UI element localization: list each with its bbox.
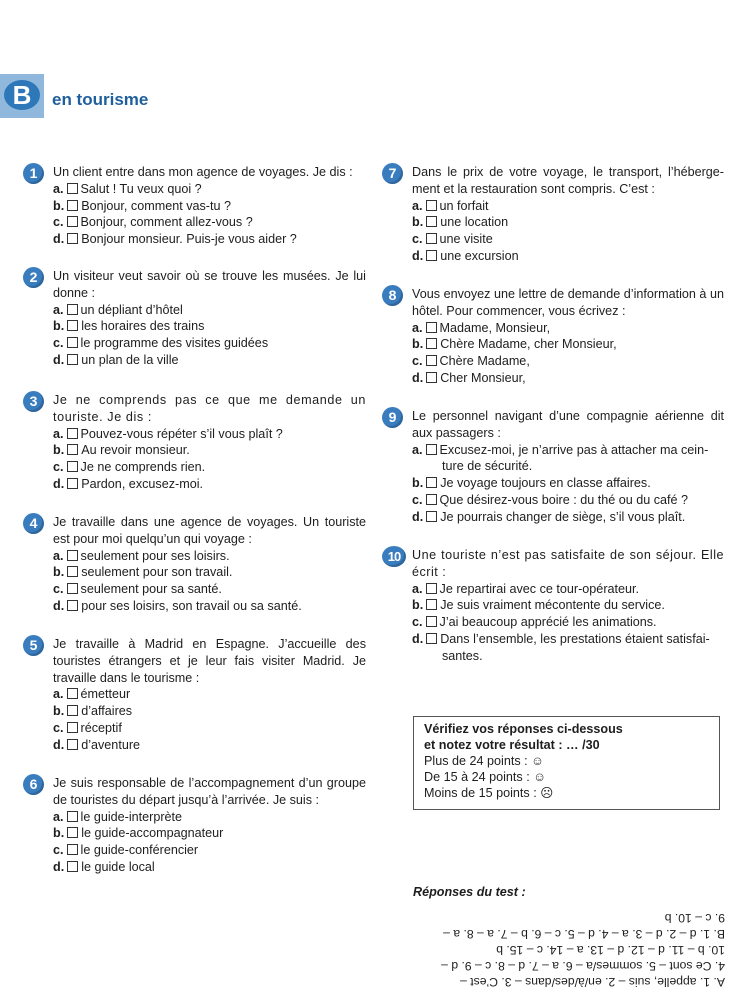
answers-line: A. 1. appelle, suis – 2. en/à/des/dans – 3. C’est – [460, 975, 725, 989]
option-b[interactable]: b. Chère Madame, cher Monsieur, [412, 337, 617, 352]
answers-title: Réponses du test : [413, 885, 526, 899]
question-number-badge: 6 [23, 774, 44, 795]
option-c[interactable]: c. une visite [412, 232, 493, 247]
question-5 [29, 636, 366, 754]
question-8 [388, 286, 724, 387]
question-text: Dans le prix de votre voyage, le transport, l’héberge-ment et la restauration sont compris. C’est : [412, 165, 724, 196]
option-b[interactable]: b. une location [412, 215, 509, 230]
checkbox[interactable] [67, 600, 78, 611]
checkbox[interactable] [426, 477, 437, 488]
section-letter: B [12, 80, 32, 110]
option-d[interactable]: d. Cher Monsieur, [412, 370, 526, 385]
checkbox[interactable] [426, 494, 437, 505]
option-c[interactable]: c. Je ne comprends rien. [53, 460, 206, 475]
question-number-badge: 10 [382, 546, 406, 567]
question-text: Un visiteur veut savoir où se trouve les musées. Je lui donne : [53, 269, 366, 300]
checkbox[interactable] [67, 183, 78, 194]
score-title-line2: et notez votre résultat : … /30 [424, 738, 600, 752]
option-a[interactable]: a. Excusez-moi, je n’arrive pas à attacher ma cein-ture de sécurité. [412, 442, 709, 474]
score-line-low: Moins de 15 points : ☹ [424, 786, 554, 800]
option-c[interactable]: c. réceptif [53, 720, 122, 735]
option-a[interactable]: a. un forfait [412, 198, 489, 213]
question-text: Vous envoyez une lettre de demande d’information à un hôtel. Pour commencer, vous écrivez : [412, 287, 724, 318]
option-c[interactable]: c. Bonjour, comment allez-vous ? [53, 215, 253, 230]
checkbox[interactable] [67, 739, 78, 750]
answers-upside-down [413, 910, 725, 990]
option-d[interactable]: d. Je pourrais changer de siège, s’il vous plaît. [412, 509, 686, 524]
checkbox[interactable] [67, 233, 78, 244]
question-text: Je travaille à Madrid en Espagne. J’accueille des touristes étrangers et je leur fais visiter Madrid. Je travaille dans le tourisme : [53, 637, 366, 685]
question-6 [29, 775, 366, 876]
checkbox[interactable] [67, 566, 78, 577]
checkbox[interactable] [426, 216, 437, 227]
checkbox[interactable] [426, 633, 437, 644]
question-number-badge: 9 [382, 407, 403, 428]
option-b[interactable]: b. les horaires des trains [53, 319, 205, 334]
option-c[interactable]: c. seulement pour sa santé. [53, 582, 222, 597]
checkbox[interactable] [67, 428, 78, 439]
question-2 [29, 268, 366, 369]
question-text: Un client entre dans mon agence de voyages. Je dis : [53, 165, 353, 179]
checkbox[interactable] [67, 811, 78, 822]
question-number-badge: 8 [382, 285, 403, 306]
option-a[interactable]: a. seulement pour ses loisirs. [53, 548, 230, 563]
question-number-badge: 4 [23, 513, 44, 534]
option-b[interactable]: b. Au revoir monsieur. [53, 443, 190, 458]
checkbox[interactable] [426, 233, 437, 244]
option-a[interactable]: a. Pouvez-vous répéter s’il vous plaît ? [53, 426, 283, 441]
option-a[interactable]: a. Madame, Monsieur, [412, 320, 551, 335]
answers-line: 10. b – 11. d – 12. d – 13. a – 14. c – 15. b [496, 943, 725, 957]
checkbox[interactable] [426, 200, 437, 211]
option-a[interactable]: a. Salut ! Tu veux quoi ? [53, 181, 202, 196]
checkbox[interactable] [67, 216, 78, 227]
checkbox[interactable] [67, 844, 78, 855]
checkbox[interactable] [67, 705, 78, 716]
score-box [413, 716, 720, 810]
checkbox[interactable] [67, 550, 78, 561]
checkbox[interactable] [426, 444, 437, 455]
option-d[interactable]: d. Pardon, excusez-moi. [53, 476, 203, 491]
checkbox[interactable] [426, 355, 437, 366]
option-a[interactable]: a. le guide-interprète [53, 809, 183, 824]
question-9 [388, 408, 724, 526]
option-d[interactable]: d. une excursion [412, 248, 519, 263]
option-d[interactable]: d. Dans l’ensemble, les prestations étaient satisfai-santes. [412, 631, 710, 663]
option-d[interactable]: d. un plan de la ville [53, 352, 179, 367]
checkbox[interactable] [426, 583, 437, 594]
checkbox[interactable] [67, 461, 78, 472]
checkbox[interactable] [426, 372, 437, 383]
checkbox[interactable] [67, 444, 78, 455]
question-1 [29, 164, 366, 248]
section-title: en tourisme [52, 90, 149, 109]
checkbox[interactable] [426, 250, 437, 261]
answers-line: 9. c – 10. b [664, 911, 725, 925]
question-number-badge: 7 [382, 163, 403, 184]
question-text: Je ne comprends pas ce que me demande un touriste. Je dis : [53, 393, 366, 424]
checkbox[interactable] [426, 599, 437, 610]
question-text: Je suis responsable de l’accompagnement d’un groupe de touristes du départ jusqu’à l’arrivée. Je suis : [53, 776, 366, 807]
question-text: Je travaille dans une agence de voyages. Un touriste est pour moi quelqu’un qui voyage : [53, 515, 366, 546]
checkbox[interactable] [67, 688, 78, 699]
option-c[interactable]: c. Chère Madame, [412, 354, 530, 369]
checkbox[interactable] [426, 511, 437, 522]
score-line-mid: De 15 à 24 points : ☺ [424, 770, 547, 784]
answers-line: B. 1. d – 2. d – 3. a – 4. d – 5. c – 6. b – 7. a – 8. a – [443, 927, 725, 941]
option-d[interactable]: d. pour ses loisirs, son travail ou sa santé. [53, 598, 302, 613]
option-a[interactable]: a. un dépliant d’hôtel [53, 302, 183, 317]
score-line-high: Plus de 24 points : ☺ [424, 754, 544, 768]
checkbox[interactable] [426, 322, 437, 333]
score-title-line1: Vérifiez vos réponses ci-dessous [424, 722, 623, 736]
checkbox[interactable] [67, 722, 78, 733]
option-d[interactable]: d. le guide local [53, 859, 155, 874]
checkbox[interactable] [67, 337, 78, 348]
checkbox[interactable] [67, 827, 78, 838]
question-10 [387, 547, 724, 665]
option-c[interactable]: c. le guide-conférencier [53, 843, 199, 858]
option-b[interactable]: b. seulement pour son travail. [53, 565, 233, 580]
question-number-badge: 1 [23, 163, 44, 184]
option-a[interactable]: a. Je repartirai avec ce tour-opérateur. [412, 581, 640, 596]
checkbox[interactable] [67, 354, 78, 365]
question-7 [388, 164, 724, 265]
checkbox[interactable] [67, 200, 78, 211]
option-b[interactable]: b. Je voyage toujours en classe affaires. [412, 476, 651, 491]
option-c[interactable]: c. le programme des visites guidées [53, 336, 269, 351]
option-b[interactable]: b. Je suis vraiment mécontente du service. [412, 598, 665, 613]
question-number-badge: 3 [23, 391, 44, 412]
answers-line: 4. Ce sont – 5. sommes/a – 6. a – 7. d – 8. c – 9. d – [441, 959, 725, 973]
question-text: Le personnel navigant d’une compagnie aérienne dit aux passagers : [412, 409, 724, 440]
checkbox[interactable] [67, 583, 78, 594]
checkbox[interactable] [67, 304, 78, 315]
option-a[interactable]: a. émetteur [53, 687, 131, 702]
option-b[interactable]: b. Bonjour, comment vas-tu ? [53, 198, 231, 213]
question-4 [29, 514, 366, 615]
option-b[interactable]: b. d’affaires [53, 704, 133, 719]
option-d[interactable]: d. d’aventure [53, 737, 141, 752]
checkbox[interactable] [67, 861, 78, 872]
question-3 [29, 392, 366, 493]
checkbox[interactable] [426, 616, 437, 627]
question-number-badge: 2 [23, 267, 44, 288]
checkbox[interactable] [67, 320, 78, 331]
question-text: Une touriste n’est pas satisfaite de son séjour. Elle écrit : [412, 548, 724, 579]
option-c[interactable]: c. J’ai beaucoup apprécié les animations. [412, 615, 657, 630]
option-c[interactable]: c. Que désirez-vous boire : du thé ou du café ? [412, 492, 689, 507]
question-number-badge: 5 [23, 635, 44, 656]
option-d[interactable]: d. Bonjour monsieur. Puis-je vous aider ? [53, 232, 297, 247]
checkbox[interactable] [426, 338, 437, 349]
option-b[interactable]: b. le guide-accompagnateur [53, 826, 224, 841]
checkbox[interactable] [67, 478, 78, 489]
